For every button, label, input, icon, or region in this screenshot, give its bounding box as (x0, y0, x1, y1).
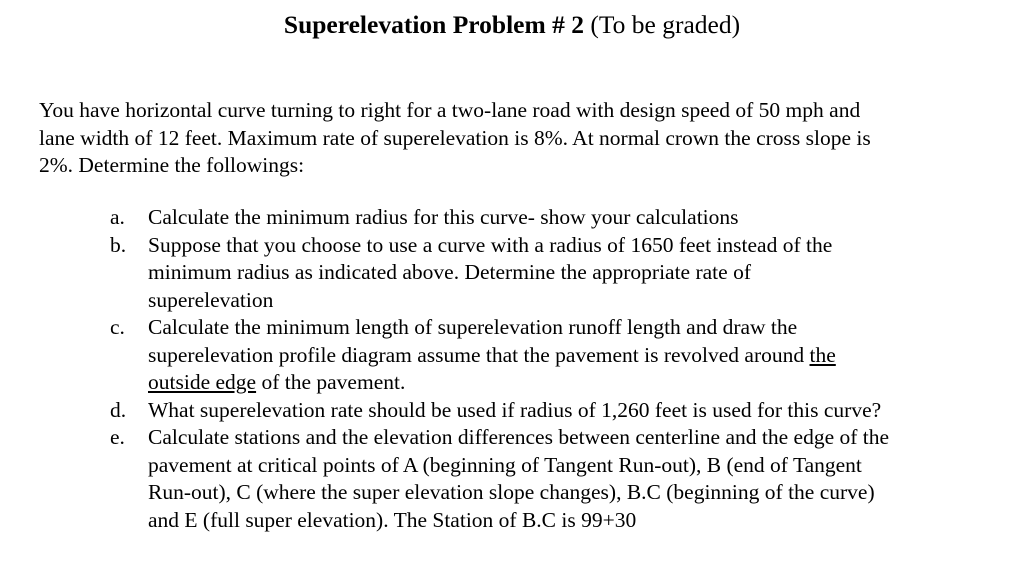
question-b (110, 232, 1010, 315)
question-line: Calculate the minimum radius for this curve- show your calculations (148, 205, 739, 229)
question-d (110, 397, 1010, 425)
question-line: Calculate the minimum length of superelevation runoff length and draw the (148, 315, 798, 339)
question-line (148, 369, 1010, 397)
question-letter: c. (110, 315, 125, 339)
title-main: Superelevation Problem # 2 (283, 10, 584, 39)
question-text: of the pavement. (256, 370, 406, 394)
question-line: minimum radius as indicated above. Determine the appropriate rate of (148, 260, 751, 284)
question-a (110, 204, 1010, 232)
question-line: What superelevation rate should be used if radius of 1,260 feet is used for this curve? (148, 397, 882, 422)
question-e (110, 424, 1010, 534)
question-line: Run-out), C (where the super elevation slope changes), B.C (beginning of the curve) (148, 480, 875, 504)
question-c (110, 314, 1010, 397)
underlined-text: outside edge (148, 370, 257, 394)
page-title (0, 8, 1024, 42)
question-text: superelevation profile diagram assume that the pavement is revolved around (148, 342, 810, 367)
intro-line: 2%. Determine the followings: (39, 153, 305, 177)
question-line: Suppose that you choose to use a curve with a radius of 1650 feet instead of the (148, 232, 833, 257)
question-line: and E (full super elevation). The Station of B.C is 99+30 (148, 507, 637, 532)
question-line: superelevation (148, 287, 274, 312)
intro-line: You have horizontal curve turning to right for a two-lane road with design speed of 50 mph and (39, 98, 861, 122)
intro-line: lane width of 12 feet. Maximum rate of superelevation is 8%. At normal crown the cross slope is (39, 125, 871, 150)
question-list (110, 204, 1010, 534)
underlined-text: the (809, 342, 836, 367)
title-note: (To be graded) (583, 10, 741, 39)
question-letter: a. (110, 205, 125, 229)
question-line: Calculate stations and the elevation differences between centerline and the edge of the (148, 425, 890, 449)
question-letter: b. (110, 232, 127, 257)
problem-statement (39, 97, 989, 180)
question-letter: e. (110, 425, 125, 449)
question-line (148, 342, 1010, 370)
question-line: pavement at critical points of A (beginning of Tangent Run-out), B (end of Tangent (148, 452, 862, 477)
question-letter: d. (110, 397, 127, 422)
